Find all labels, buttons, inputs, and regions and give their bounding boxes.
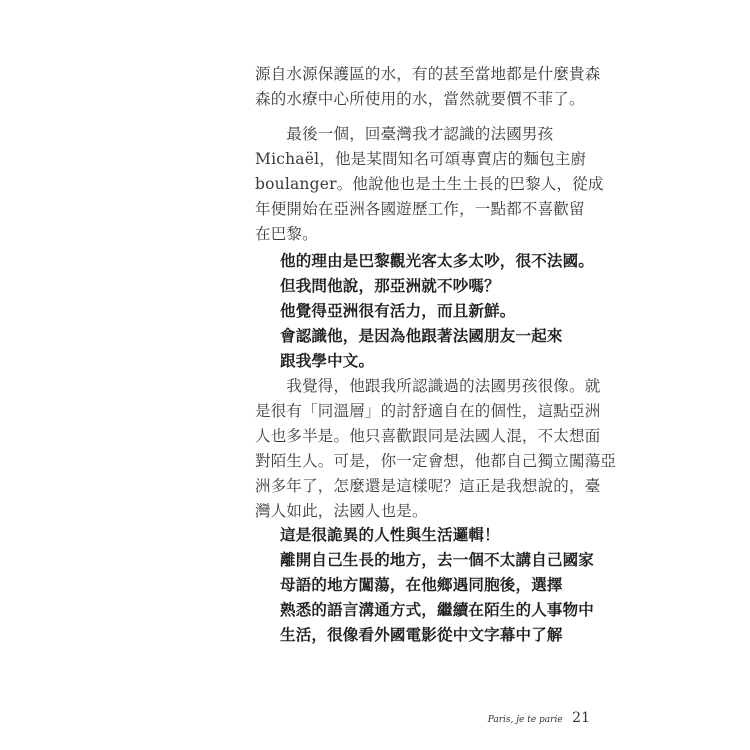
text-line: 是很有「同溫層」的討舒適自在的個性，這點亞洲 (255, 402, 601, 420)
text-line: 我覺得，他跟我所認識過的法國男孩很像。就 (255, 377, 601, 395)
text-line: 森的水療中心所使用的水，當然就要價不菲了。 (255, 90, 585, 108)
quote-line: 離開自己生長的地方，去一個不太講自己國家 (280, 550, 595, 569)
text-line: Michaël，他是某間知名可頌專賣店的麵包主廚 (255, 150, 587, 168)
quote-line: 但我問他說，那亞洲就不吵嗎？ (280, 276, 500, 295)
paragraph-3 (255, 374, 617, 524)
quote-line: 跟我學中文。 (280, 351, 375, 370)
quote-block-1 (280, 248, 610, 373)
page-number: 21 (572, 710, 590, 726)
quote-line: 生活，很像看外國電影從中文字幕中了解 (280, 625, 563, 644)
text-line: 對陌生人。可是，你一定會想，他都自己獨立闖蕩亞 (255, 452, 617, 470)
text-line: 人也多半是。他只喜歡跟同是法國人混，不太想面 (255, 427, 601, 445)
page-footer (488, 710, 590, 726)
quote-line: 他覺得亞洲很有活力，而且新鮮。 (280, 301, 516, 320)
quote-line: 熟悉的語言溝通方式，繼續在陌生的人事物中 (280, 600, 595, 619)
quote-block-2 (280, 522, 610, 647)
text-line: 源自水源保護區的水，有的甚至當地都是什麼貴森 (255, 65, 601, 83)
paragraph-1 (255, 62, 601, 112)
quote-line: 母語的地方闖蕩，在他鄉遇同胞後，選擇 (280, 575, 563, 594)
quote-line: 這是很詭異的人性與生活邏輯！ (280, 525, 500, 544)
text-line: 最後一個，回臺灣我才認識的法國男孩 (255, 125, 554, 143)
text-line: 在巴黎。 (255, 225, 318, 243)
text-line: 灣人如此，法國人也是。 (255, 502, 428, 520)
text-line: boulanger。他說他也是土生土長的巴黎人，從成 (255, 175, 604, 193)
text-line: 洲多年了，怎麼還是這樣呢？這正是我想說的，臺 (255, 477, 601, 495)
quote-line: 會認識他，是因為他跟著法國朋友一起來 (280, 326, 563, 345)
quote-line: 他的理由是巴黎觀光客太多太吵，很不法國。 (280, 251, 595, 270)
paragraph-2 (255, 122, 604, 247)
running-title: Paris, je te parie (487, 715, 563, 725)
text-line: 年便開始在亞洲各國遊歷工作，一點都不喜歡留 (255, 200, 585, 218)
